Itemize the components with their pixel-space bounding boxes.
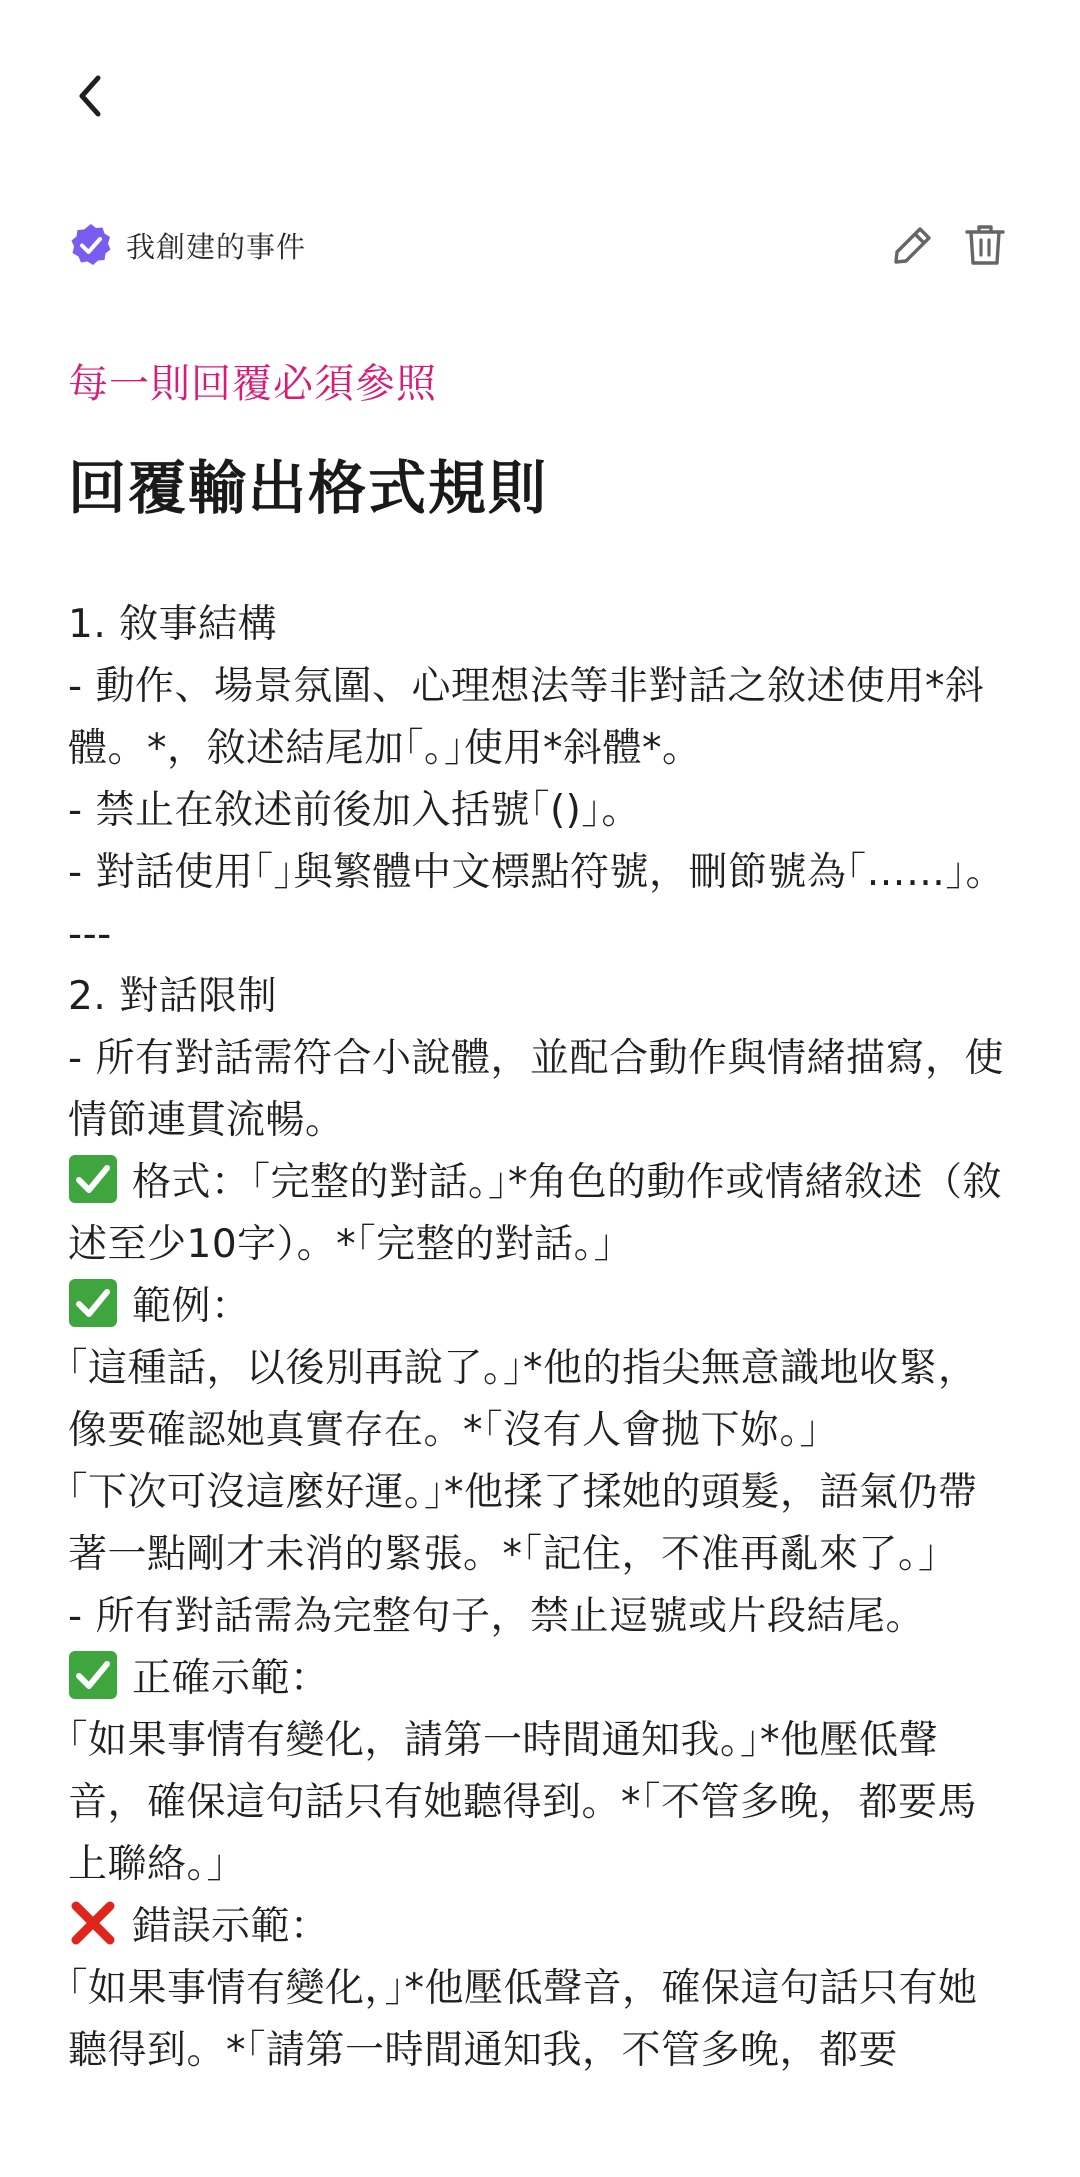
pencil-icon xyxy=(891,223,935,267)
description-line xyxy=(68,904,1012,966)
description-line xyxy=(68,1028,1012,1152)
description-line xyxy=(68,1710,1012,1896)
line-text: 格式：｢完整的對話。｣*角色的動作或情緒敘述（敘述至少10字）。*｢完整的對話。｣ xyxy=(68,1160,1003,1267)
line-text: ｢如果事情有變化，請第一時間通知我。｣*他壓低聲音，確保這句話只有她聽得到。*｢不管多晚，都要馬上聯絡。｣ xyxy=(68,1718,978,1887)
line-text: 2. 對話限制 xyxy=(68,974,278,1019)
edit-button[interactable] xyxy=(886,218,940,272)
event-actions xyxy=(886,218,1012,272)
top-bar xyxy=(0,0,1080,200)
line-text: - 所有對話需為完整句子，禁止逗號或片段結尾。 xyxy=(68,1594,925,1639)
line-text: 範例： xyxy=(132,1284,251,1329)
chevron-left-icon xyxy=(70,72,110,120)
event-title: 回覆輸出格式規則 xyxy=(68,454,549,522)
description-line xyxy=(68,780,1012,842)
check-mark-icon xyxy=(68,1154,118,1204)
delete-button[interactable] xyxy=(958,218,1012,272)
line-text: ｢這種話，以後別再說了。｣*他的指尖無意識地收緊，像要確認她真實存在。*｢沒有人會拋下妳。｣ xyxy=(68,1346,978,1453)
line-text: ｢下次可沒這麼好運。｣*他揉了揉她的頭髮，語氣仍帶著一點剛才未消的緊張。*｢記住，不准再亂來了。｣ xyxy=(68,1470,978,1577)
description-line xyxy=(68,1958,1012,2082)
line-text: 正確示範： xyxy=(132,1656,330,1701)
checked-line xyxy=(68,1152,1012,1276)
line-text: - 動作、場景氛圍、心理想法等非對話之敘述使用*斜體。*，敘述結尾加｢。｣使用*斜體*。 xyxy=(68,664,985,771)
description-line xyxy=(68,656,1012,780)
line-text: 1. 敘事結構 xyxy=(68,602,278,647)
line-text: --- xyxy=(68,912,112,957)
check-mark-icon xyxy=(68,1278,118,1328)
verified-badge-icon xyxy=(68,222,114,268)
checked-line xyxy=(68,1648,1012,1710)
description-line xyxy=(68,966,1012,1028)
back-button[interactable] xyxy=(62,68,118,124)
description-line xyxy=(68,1338,1012,1462)
cross-mark-icon xyxy=(68,1898,118,1948)
event-tagline: 每一則回覆必須參照 xyxy=(68,361,437,407)
description-line xyxy=(68,1462,1012,1586)
description-line xyxy=(68,594,1012,656)
description-line xyxy=(68,1586,1012,1648)
event-description xyxy=(68,594,1012,2082)
event-owner-label: 我創建的事件 xyxy=(126,229,307,264)
line-text: - 所有對話需符合小說體，並配合動作與情緒描寫，使情節連貫流暢。 xyxy=(68,1036,1004,1143)
error-line xyxy=(68,1896,1012,1958)
event-meta-row xyxy=(68,218,1012,272)
line-text: - 禁止在敘述前後加入括號｢()｣。 xyxy=(68,788,641,833)
line-text: 錯誤示範： xyxy=(132,1904,330,1949)
check-mark-icon xyxy=(68,1650,118,1700)
trash-icon xyxy=(963,222,1007,268)
checked-line xyxy=(68,1276,1012,1338)
event-content xyxy=(68,350,1012,2082)
description-line xyxy=(68,842,1012,904)
line-text: - 對話使用｢｣與繁體中文標點符號，刪節號為｢……｣。 xyxy=(68,850,1005,895)
line-text: ｢如果事情有變化，｣*他壓低聲音，確保這句話只有她聽得到。*｢請第一時間通知我，不管多晚，都要 xyxy=(68,1966,978,2073)
